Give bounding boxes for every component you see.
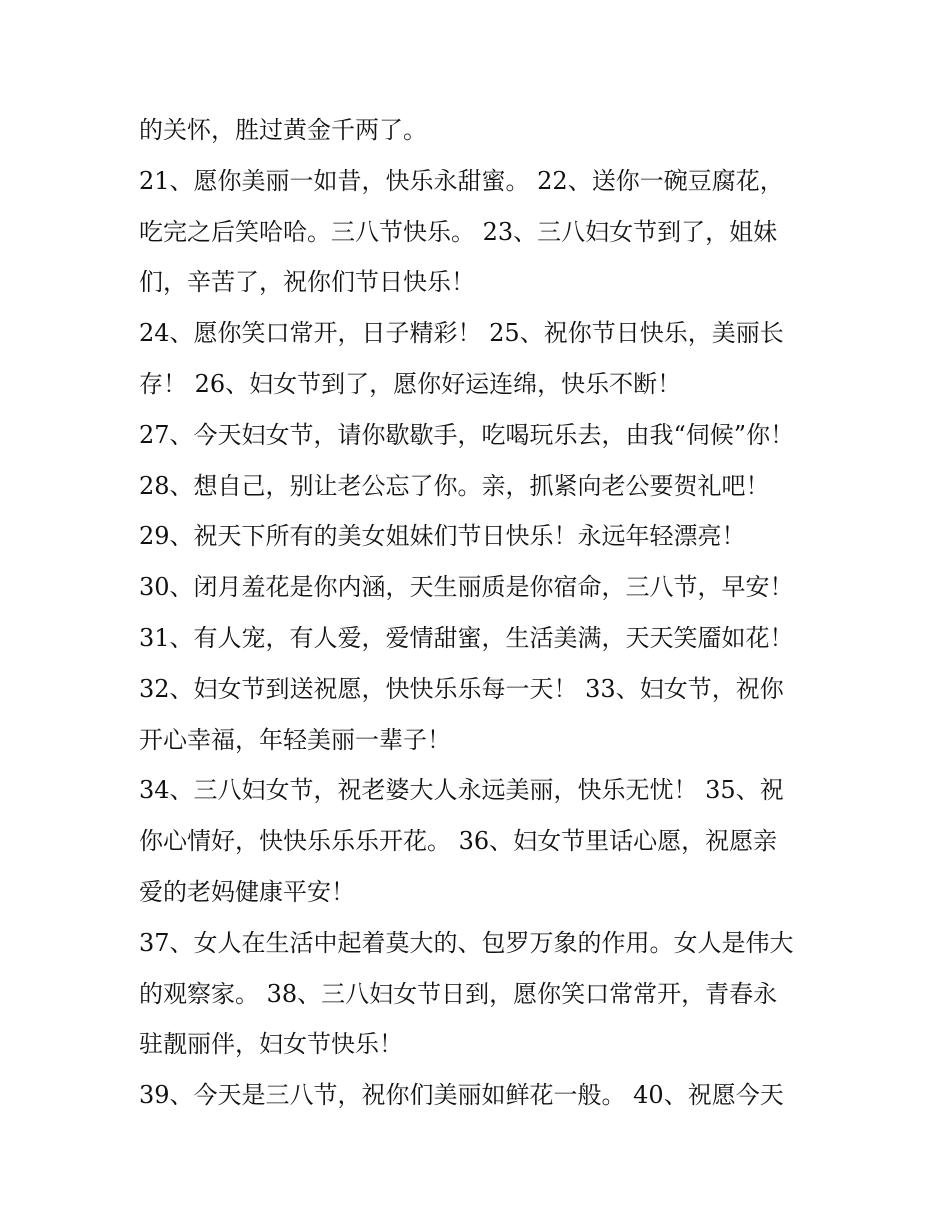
body-text — [139, 105, 839, 1121]
text-line: 21、愿你美丽一如昔，快乐永甜蜜。 22、送你一碗豆腐花， — [139, 166, 784, 195]
text-line: 24、愿你笑口常开，日子精彩！ 25、祝你节日快乐，美丽长 — [139, 319, 784, 348]
text-line: 的观察家。 38、三八妇女节日到，愿你笑口常常开，青春永 — [139, 979, 778, 1008]
text-line: 32、妇女节到送祝愿，快快乐乐每一天！ 33、妇女节，祝你 — [139, 674, 784, 703]
text-line: 29、祝天下所有的美女姐妹们节日快乐！永远年轻漂亮！ — [139, 522, 746, 551]
text-line: 27、今天妇女节，请你歇歇手，吃喝玩乐去，由我“伺候”你！ — [139, 420, 795, 449]
text-line: 30、闭月羞花是你内涵，天生丽质是你宿命，三八节，早安！ — [139, 573, 794, 602]
text-line: 吃完之后笑哈哈。三八节快乐。 23、三八妇女节到了，姐妹 — [139, 217, 778, 246]
text-line: 31、有人宠，有人爱，爱情甜蜜，生活美满，天天笑靥如花！ — [139, 623, 794, 652]
text-line: 驻靓丽伴，妇女节快乐！ — [139, 1030, 403, 1059]
text-line: 的关怀，胜过黄金千两了。 — [139, 116, 427, 144]
text-line: 开心幸福，年轻美丽一辈子！ — [139, 725, 451, 754]
text-line: 37、女人在生活中起着莫大的、包罗万象的作用。女人是伟大 — [139, 928, 794, 957]
text-line: 34、三八妇女节，祝老婆大人永远美丽，快乐无忧！ 35、祝 — [139, 776, 784, 805]
text-line: 39、今天是三八节，祝你们美丽如鲜花一般。 40、祝愿今天 — [139, 1081, 784, 1110]
text-line: 爱的老妈健康平安！ — [139, 877, 355, 906]
text-line: 们，辛苦了，祝你们节日快乐！ — [139, 268, 475, 297]
text-line: 28、想自己，别让老公忘了你。亲，抓紧向老公要贺礼吧！ — [139, 471, 770, 500]
text-line: 存！ 26、妇女节到了，愿你好运连绵，快乐不断！ — [139, 369, 682, 398]
text-line: 你心情好，快快乐乐乐开花。 36、妇女节里话心愿，祝愿亲 — [139, 827, 778, 856]
